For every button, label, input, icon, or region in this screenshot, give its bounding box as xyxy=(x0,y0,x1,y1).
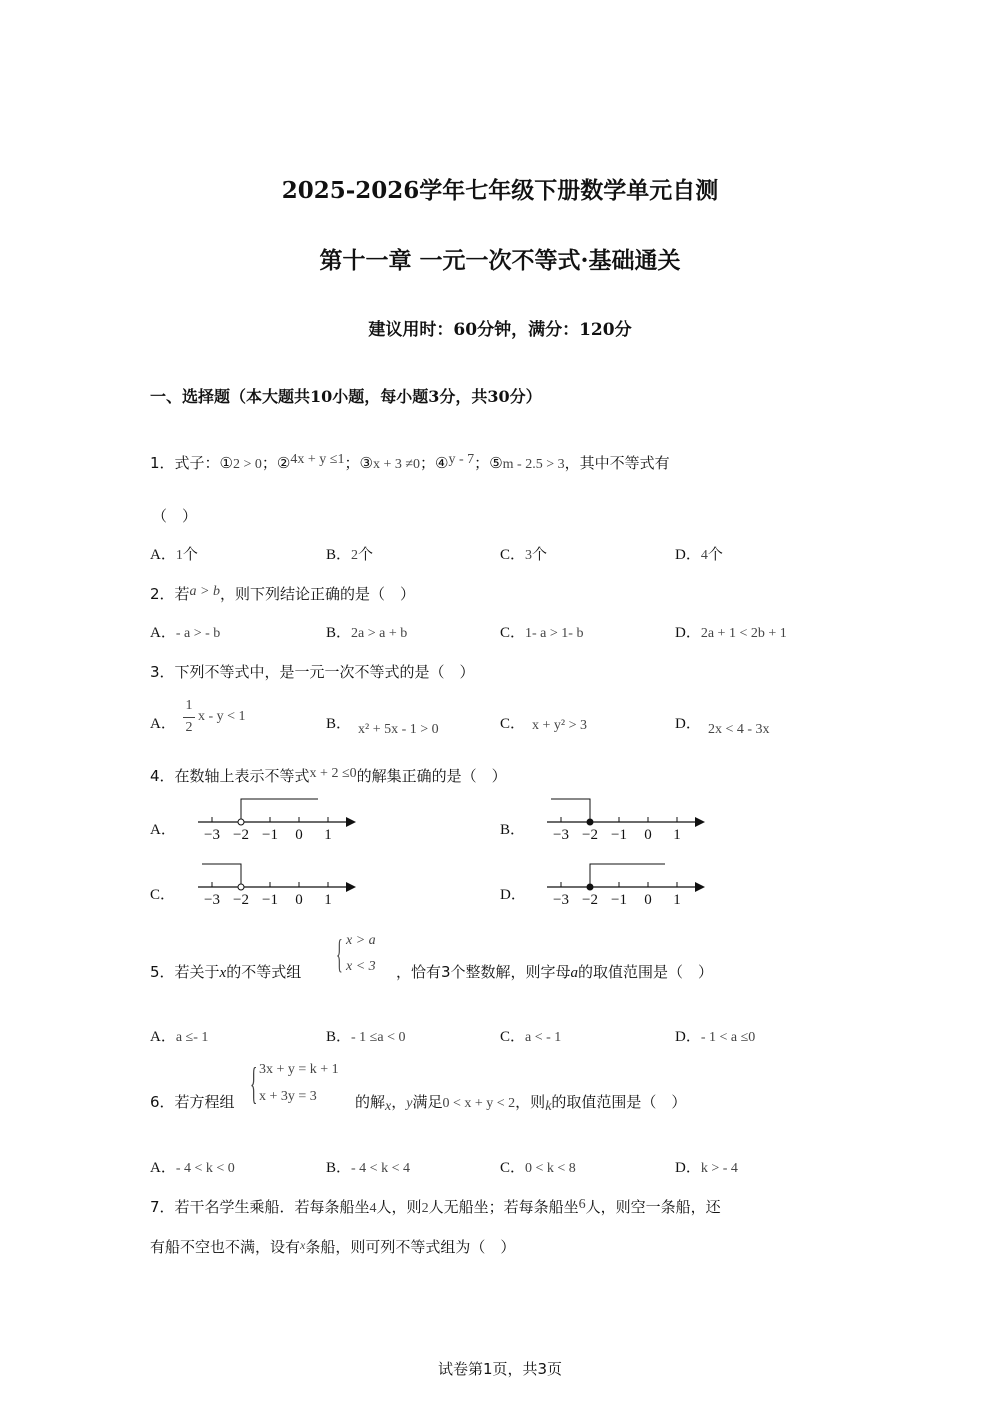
option-unit: 个 xyxy=(358,547,374,563)
option-label: B． xyxy=(326,547,352,563)
tick-label: −2 xyxy=(233,892,249,908)
q5-mid: 的不等式组 xyxy=(226,963,302,981)
question-5-suffix xyxy=(396,961,713,982)
q1-expr-2: 4x + y ≤1 xyxy=(290,452,345,467)
q1-expr-4: y - 7 xyxy=(448,452,475,467)
q1-suffix: ，其中不等式有 xyxy=(564,454,670,472)
q3-c-expr: x + y² > 3 xyxy=(532,718,587,733)
q5-var-a: a xyxy=(570,965,579,981)
fraction-bar xyxy=(183,717,195,718)
option-value: 4 xyxy=(700,548,708,563)
q5-suffix: ，恰有3个整数解，则字母 xyxy=(396,963,571,981)
q1-sep: ； xyxy=(344,454,360,472)
option-value: 1 xyxy=(175,548,183,563)
closed-point xyxy=(587,884,593,890)
q2-suffix: ，则下列结论正确的是（ ） xyxy=(220,585,416,603)
q5-system-line-1: x > a xyxy=(346,933,376,948)
q6-text: 的解 xyxy=(355,1093,386,1111)
option-label: C． xyxy=(500,547,526,563)
q4-option-b-number-line xyxy=(539,795,709,845)
time-score-info: 建议用时：60分钟，满分：120分 xyxy=(368,320,632,340)
option-label: A． xyxy=(150,1160,176,1176)
q6-suffix: 的取值范围是（ ） xyxy=(551,1093,687,1111)
q1-expr-1: 2 > 0 xyxy=(233,457,262,472)
option-expr: - 4 < k < 4 xyxy=(351,1161,410,1176)
page-title: 2025-2026学年七年级下册数学单元自测 xyxy=(281,177,719,204)
option-expr: 2a > a + b xyxy=(351,626,408,641)
q6-option-b xyxy=(326,1156,410,1177)
q6-text: ，则 xyxy=(515,1093,546,1111)
option-label: C． xyxy=(500,625,526,641)
tick-label: −2 xyxy=(233,827,249,843)
solution-ray xyxy=(551,799,590,822)
q1-option-c xyxy=(500,543,547,564)
question-4 xyxy=(150,765,507,786)
axis-arrow xyxy=(695,882,705,892)
q5-option-b xyxy=(326,1025,405,1046)
axis-arrow xyxy=(346,882,356,892)
tick-label: −2 xyxy=(582,827,598,843)
option-expr: a < - 1 xyxy=(525,1030,562,1045)
q2-option-d xyxy=(675,621,787,642)
solution-ray xyxy=(241,799,318,822)
tick-label: 0 xyxy=(644,827,652,843)
q7-var-x: x xyxy=(300,1238,306,1252)
tick-label: 1 xyxy=(673,892,681,908)
option-label: B． xyxy=(326,625,352,641)
section-heading: 一、选择题（本大题共10小题，每小题3分，共30分） xyxy=(150,387,542,406)
q1-circle-3: ③ xyxy=(359,454,373,472)
q1-option-b xyxy=(326,543,373,564)
option-label: C． xyxy=(500,1160,526,1176)
q1-circle-2: ② xyxy=(276,454,291,472)
option-label: B． xyxy=(326,1029,352,1045)
q6-var-y: y xyxy=(406,1096,413,1111)
option-label: A． xyxy=(150,547,176,563)
q7-text: 人，则 xyxy=(376,1198,422,1216)
tick-label: −1 xyxy=(611,892,627,908)
question-7-line-2 xyxy=(150,1236,515,1257)
axis-arrow xyxy=(346,817,356,827)
question-5-prefix xyxy=(150,961,301,982)
q1-circle-4: ④ xyxy=(435,454,449,472)
question-1 xyxy=(150,452,670,473)
option-expr: 0 < k < 8 xyxy=(525,1161,576,1176)
q1-answer-paren: （ ） xyxy=(152,507,198,525)
tick-label: 0 xyxy=(644,892,652,908)
tick-label: 1 xyxy=(324,827,332,843)
q3-option-b-label: B． xyxy=(326,716,352,732)
option-expr: - 1 ≤a < 0 xyxy=(351,1030,406,1045)
q3-option-a-label: A． xyxy=(150,716,176,732)
q3-option-d-label: D． xyxy=(675,716,701,732)
q5-option-d xyxy=(675,1025,755,1046)
option-unit: 个 xyxy=(182,547,198,563)
q5-system-line-2: x < 3 xyxy=(346,959,376,974)
tick-label: −3 xyxy=(204,827,220,843)
chapter-subtitle: 第十一章 一元一次不等式·基础通关 xyxy=(319,247,681,274)
option-label: B． xyxy=(326,1160,352,1176)
open-point xyxy=(238,819,244,825)
q6-text: 满足 xyxy=(412,1093,443,1111)
q7-text: 人无船坐；若每条船坐 xyxy=(428,1198,579,1216)
tick-label: −3 xyxy=(553,827,569,843)
q2-option-b xyxy=(326,621,407,642)
tick-label: −3 xyxy=(204,892,220,908)
question-2 xyxy=(150,583,415,604)
q6-var-k: k xyxy=(545,1099,552,1114)
q3-b-expr: x² + 5x - 1 > 0 xyxy=(358,722,439,737)
q1-prefix: 1．式子： xyxy=(150,454,220,472)
tick-label: −1 xyxy=(262,892,278,908)
axis-arrow xyxy=(695,817,705,827)
option-label: D． xyxy=(675,625,701,641)
q4-suffix: 的解集正确的是（ ） xyxy=(356,767,507,785)
q6-condition: 0 < x + y < 2 xyxy=(442,1096,516,1111)
q2-option-c xyxy=(500,621,583,642)
system-brace: { xyxy=(250,1059,258,1108)
tick-label: −1 xyxy=(611,827,627,843)
q4-option-d-number-line xyxy=(539,860,709,910)
q4-option-d-label: D． xyxy=(500,887,526,903)
question-7-line-1 xyxy=(150,1196,721,1217)
q3-a-expr: x - y < 1 xyxy=(198,709,246,724)
option-label: A． xyxy=(150,625,176,641)
option-unit: 个 xyxy=(707,547,723,563)
option-expr: a ≤- 1 xyxy=(175,1030,209,1045)
q3-option-c-label: C． xyxy=(500,716,526,732)
q1-sep: ； xyxy=(474,454,490,472)
q4-condition: x + 2 ≤0 xyxy=(309,766,357,781)
q6-sep: ， xyxy=(391,1093,407,1111)
q4-option-b-label: B． xyxy=(500,822,526,838)
option-label: A． xyxy=(150,1029,176,1045)
option-label: D． xyxy=(675,547,701,563)
option-expr: - a > - b xyxy=(175,626,221,641)
q3-a-fraction-num: 1 xyxy=(185,698,193,713)
option-label: D． xyxy=(675,1029,701,1045)
q1-option-d xyxy=(675,543,723,564)
q6-system-line-2: x + 3y = 3 xyxy=(259,1089,317,1104)
closed-point xyxy=(587,819,593,825)
q1-expr-5: m - 2.5 > 3 xyxy=(502,457,565,472)
solution-ray xyxy=(590,864,665,887)
q5-suffix: 的取值范围是（ ） xyxy=(578,963,714,981)
q5-option-a xyxy=(150,1025,208,1046)
q5-prefix: 5．若关于 xyxy=(150,963,220,981)
q4-option-a-number-line xyxy=(190,795,360,845)
tick-label: −3 xyxy=(553,892,569,908)
tick-label: −2 xyxy=(582,892,598,908)
tick-label: 1 xyxy=(324,892,332,908)
q5-var-x: x xyxy=(219,965,227,981)
q6-option-d xyxy=(675,1156,738,1177)
q1-circle-1: ① xyxy=(219,454,233,472)
solution-ray xyxy=(202,864,241,887)
tick-label: 1 xyxy=(673,827,681,843)
q4-option-c-label: C． xyxy=(150,887,176,903)
option-label: D． xyxy=(675,1160,701,1176)
question-6-suffix xyxy=(355,1091,686,1112)
q6-option-a xyxy=(150,1156,235,1177)
q7-number: 4 xyxy=(369,1201,377,1216)
q7-number: 6 xyxy=(578,1197,586,1212)
q1-expr-3: x + 3 ≠0 xyxy=(372,457,421,472)
option-expr: 1- a > 1- b xyxy=(525,626,584,641)
q4-prefix: 4．在数轴上表示不等式 xyxy=(150,767,310,785)
q1-option-a xyxy=(150,543,198,564)
q4-option-c-number-line xyxy=(190,860,360,910)
q6-system-line-1: 3x + y = k + 1 xyxy=(259,1062,339,1077)
option-expr: k > - 4 xyxy=(700,1161,738,1176)
option-value: 2 xyxy=(351,548,359,563)
question-3: 3．下列不等式中，是一元一次不等式的是（ ） xyxy=(150,663,475,681)
q6-var-x: x xyxy=(385,1099,392,1114)
q7-text: 有船不空也不满，设有 xyxy=(150,1238,301,1256)
q4-option-a-label: A． xyxy=(150,822,176,838)
system-brace: { xyxy=(336,931,343,976)
option-value: 3 xyxy=(525,548,533,563)
q7-text: 人，则空一条船，还 xyxy=(585,1198,721,1216)
tick-label: 0 xyxy=(295,892,303,908)
q6-option-c xyxy=(500,1156,576,1177)
q5-option-c xyxy=(500,1025,561,1046)
option-expr: - 1 < a ≤0 xyxy=(700,1030,756,1045)
q1-sep: ； xyxy=(420,454,436,472)
q3-a-fraction-den: 2 xyxy=(185,720,193,735)
q7-text: 7．若干名学生乘船．若每条船坐 xyxy=(150,1198,370,1216)
q1-sep: ； xyxy=(261,454,277,472)
q3-d-expr: 2x < 4 - 3x xyxy=(708,722,770,737)
q1-circle-5: ⑤ xyxy=(489,454,503,472)
q2-prefix: 2．若 xyxy=(150,585,190,603)
q7-text: 条船，则可列不等式组为（ ） xyxy=(305,1238,516,1256)
option-unit: 个 xyxy=(532,547,548,563)
option-expr: 2a + 1 < 2b + 1 xyxy=(700,626,787,641)
open-point xyxy=(238,884,244,890)
q7-number: 2 xyxy=(421,1201,429,1216)
tick-label: −1 xyxy=(262,827,278,843)
option-expr: - 4 < k < 0 xyxy=(175,1161,235,1176)
q2-condition: a > b xyxy=(189,584,220,599)
q2-option-a xyxy=(150,621,220,642)
question-6-prefix: 6．若方程组 xyxy=(150,1093,235,1111)
page-footer: 试卷第1页，共3页 xyxy=(437,1360,563,1378)
tick-label: 0 xyxy=(295,827,303,843)
option-label: C． xyxy=(500,1029,526,1045)
